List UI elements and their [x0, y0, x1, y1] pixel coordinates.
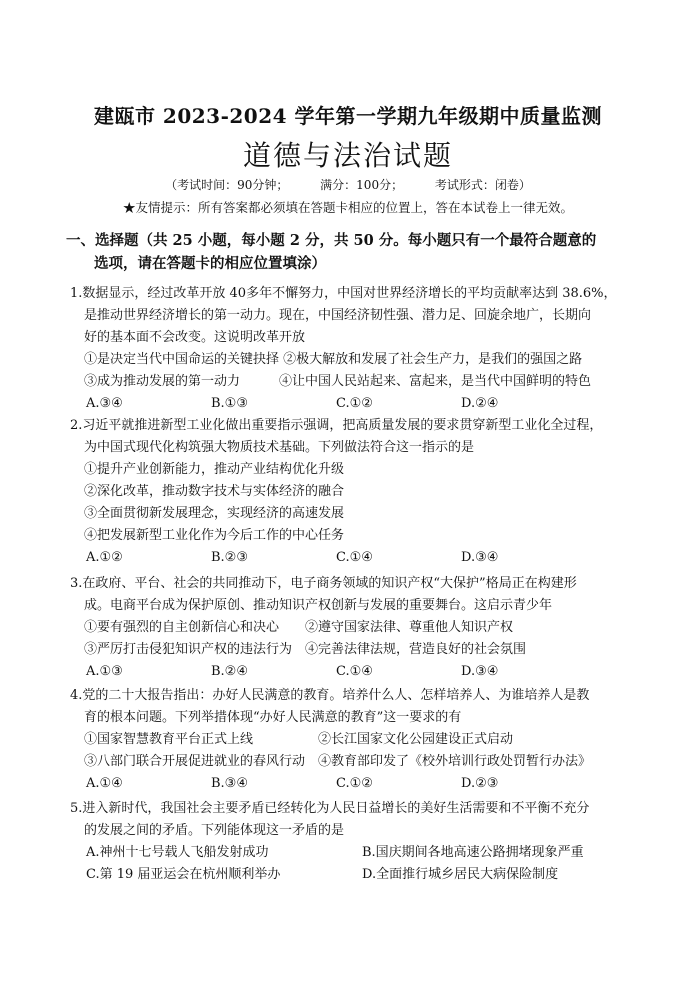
question-stem: 4.党的二十大报告指出：办好人民满意的教育。培养什么人、怎样培养人、为谁培养人是教: [70, 688, 590, 703]
section-heading-line2: 选项，请在答题卡的相应位置填涂）: [94, 255, 326, 272]
option-line: ③严厉打击侵犯知识产权的违法行为 ④完善法律法规，营造良好的社会氛围: [84, 642, 527, 657]
exam-time: （考试时间：90分钟；: [165, 178, 289, 192]
exam-title: 建瓯市 2023-2024 学年第一学期九年级期中质量监测: [93, 104, 603, 128]
option-line: ①提升产业创新能力，推动产业结构优化升级: [84, 462, 345, 477]
choice-a: A.神州十七号载人飞船发射成功: [86, 845, 269, 860]
option-line: ①国家智慧教育平台正式上线 ②长江国家文化公园建设正式启动: [84, 732, 514, 747]
question-stem: 2.习近平就推进新型工业化做出重要指示强调，把高质量发展的要求贯穿新型工业化全过程，: [70, 418, 603, 433]
option-line: ②深化改革，推动数字技术与实体经济的融合: [84, 484, 345, 499]
question-3: [70, 573, 640, 683]
choice-d: D.全面推行城乡居民大病保险制度: [362, 867, 559, 882]
choice-c: C.①②: [336, 396, 373, 411]
question-1: [70, 283, 640, 415]
option-line: ①是决定当代中国命运的关键抉择 ②极大解放和发展了社会生产力，是我们的强国之路: [84, 352, 583, 367]
choice-b: B.②③: [211, 550, 248, 565]
question-2: [70, 415, 640, 569]
option-line: ④把发展新型工业化作为今后工作的中心任务: [84, 528, 345, 543]
choice-b: B.①③: [211, 396, 248, 411]
question-stem: 的发展之间的矛盾。下列能体现这一矛盾的是: [84, 823, 345, 838]
question-stem: 1.数据显示，经过改革开放 40多年不懈努力，中国对世界经济增长的平均贡献率达到 38.6%，: [70, 286, 617, 301]
option-line: ③成为推动发展的第一动力 ④让中国人民站起来、富起来，是当代中国鲜明的特色: [84, 374, 592, 389]
question-stem: 3.在政府、平台、社会的共同推动下，电子商务领域的知识产权“大保护”格局正在构建形: [70, 576, 577, 591]
full-score: 满分：100分；: [320, 178, 404, 192]
question-stem: 成。电商平台成为保护原创、推动知识产权创新与发展的重要舞台。这启示青少年: [84, 598, 553, 613]
option-line: ①要有强烈的自主创新信心和决心 ②遵守国家法律、尊重他人知识产权: [84, 620, 514, 635]
choice-b: B.③④: [211, 776, 248, 791]
choice-a: A.①②: [86, 550, 123, 565]
choice-d: D.②③: [461, 776, 499, 791]
option-line: ③八部门联合开展促进就业的春风行动 ④教育部印发了《校外培训行政处罚暂行办法》: [84, 754, 592, 769]
question-stem: 是推动世界经济增长的第一动力。现在，中国经济韧性强、潜力足、回旋余地广，长期向: [84, 308, 592, 323]
question-stem: 为中国式现代化构筑强大物质技术基础。下列做法符合这一指示的是: [84, 440, 475, 455]
question-stem: 5.进入新时代，我国社会主要矛盾已经转化为人民日益增长的美好生活需要和不平衡不充分: [70, 801, 590, 816]
choice-c: C.①④: [336, 550, 373, 565]
question-4: [70, 685, 640, 795]
option-line: ③全面贯彻新发展理念，实现经济的高速发展: [84, 506, 345, 521]
exam-meta: [0, 176, 696, 193]
exam-form: 考试形式：闭卷）: [434, 178, 531, 192]
choice-d: D.③④: [461, 664, 499, 679]
choice-a: A.①④: [86, 776, 123, 791]
choice-d: D.②④: [461, 396, 499, 411]
friendly-tip: ★友情提示：所有答案都必须填在答题卡相应的位置上，答在本试卷上一律无效。: [122, 200, 573, 215]
question-stem: 好的基本面不会改变。这说明改革开放: [84, 330, 306, 345]
choice-c: C.①④: [336, 664, 373, 679]
section-heading-line1: 一、选择题（共 25 小题，每小题 2 分，共 50 分。每小题只有一个最符合题意的: [66, 232, 597, 249]
choice-a: A.①③: [86, 664, 123, 679]
choice-c: C.①②: [336, 776, 373, 791]
choice-d: D.③④: [461, 550, 499, 565]
choice-a: A.③④: [86, 396, 123, 411]
choice-b: B.②④: [211, 664, 248, 679]
choice-c: C.第 19 届亚运会在杭州顺利举办: [86, 867, 281, 882]
choice-b: B.国庆期间各地高速公路拥堵现象严重: [362, 845, 584, 860]
question-5: [70, 798, 640, 886]
section-heading: [66, 229, 636, 275]
subject-title: 道德与法治试题: [242, 139, 453, 172]
question-stem: 育的根本问题。下列举措体现“办好人民满意的教育”这一要求的有: [84, 710, 462, 725]
